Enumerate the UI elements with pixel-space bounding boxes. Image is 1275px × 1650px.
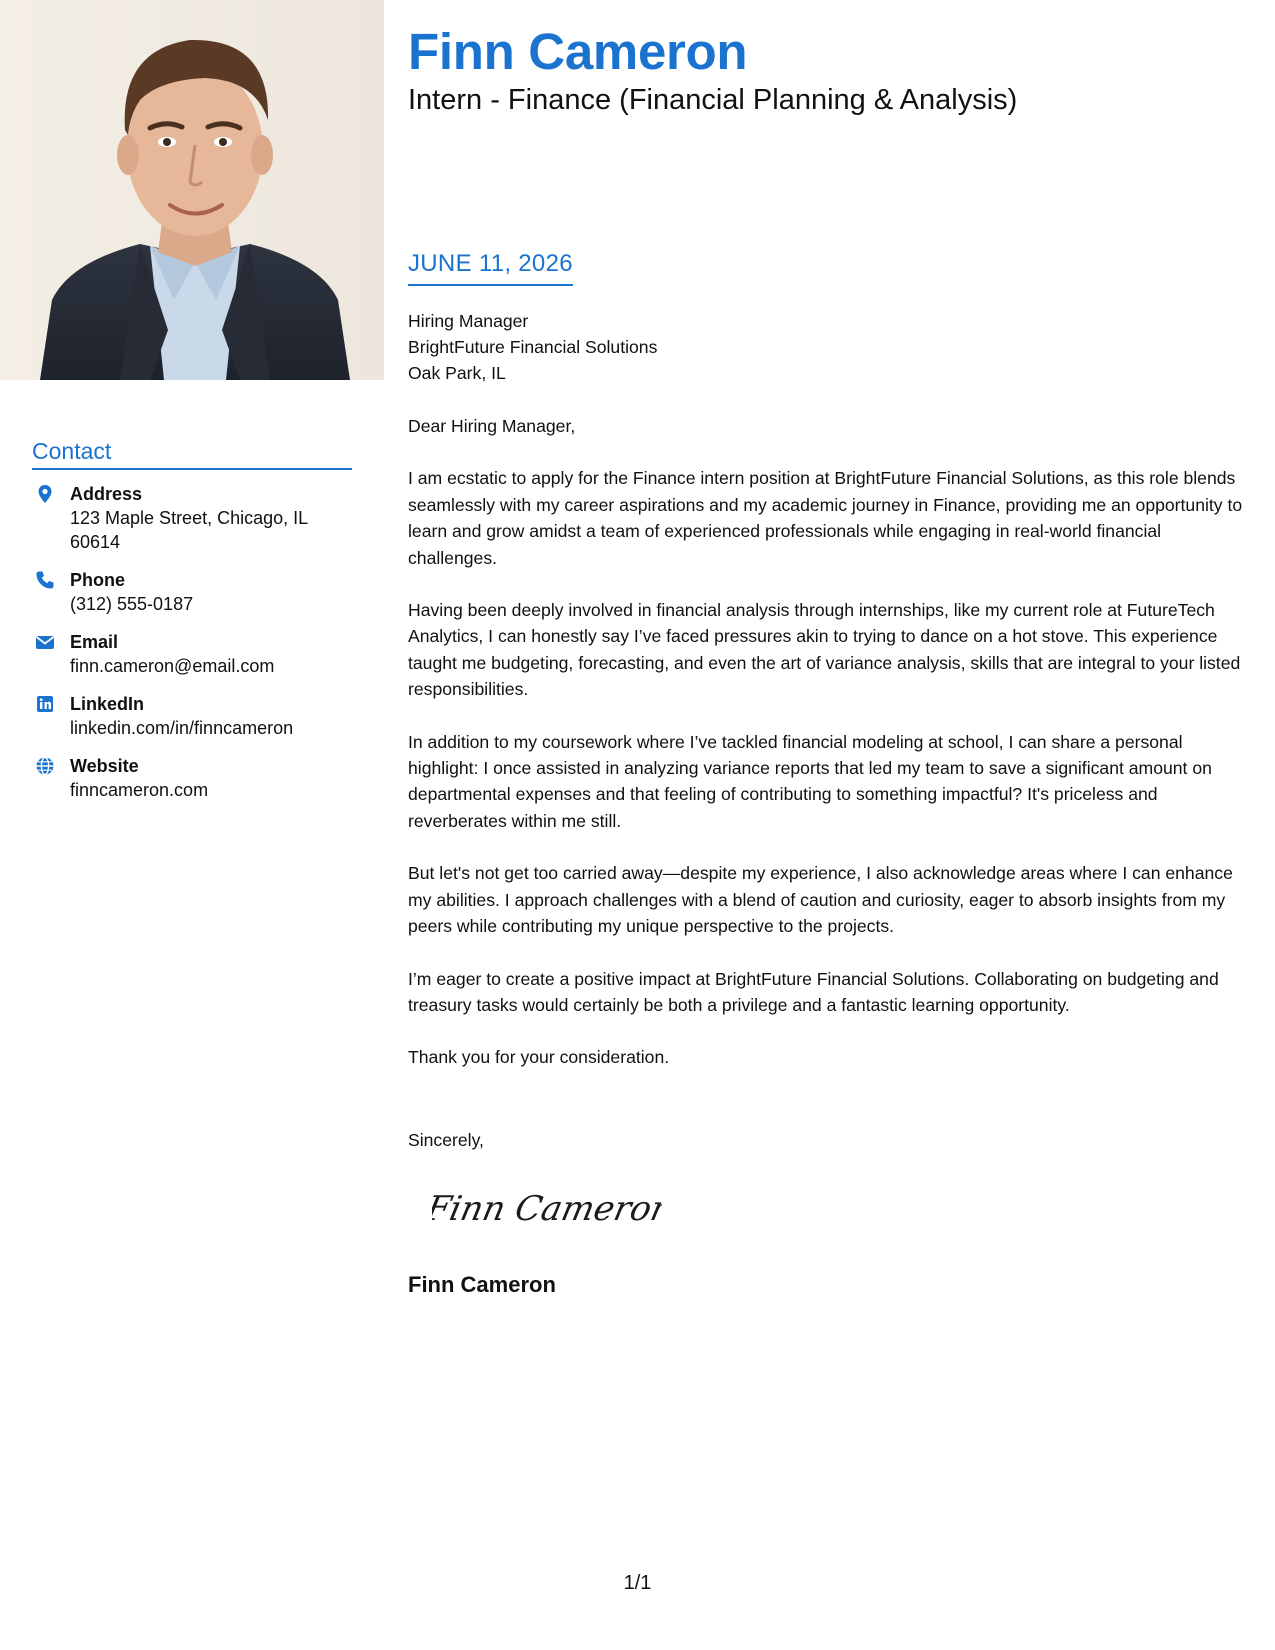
recipient-line: Oak Park, IL [408, 363, 506, 383]
recipient-line: Hiring Manager [408, 311, 529, 331]
contact-label: Email [70, 632, 119, 652]
contact-section [32, 438, 352, 816]
handwritten-signature [432, 1184, 662, 1239]
email-icon [35, 632, 55, 652]
letter-date: JUNE 11, 2026 [408, 250, 573, 286]
contact-label: Phone [70, 570, 126, 590]
contact-label: Website [70, 756, 139, 776]
contact-label: LinkedIn [70, 694, 145, 714]
phone-icon [35, 570, 55, 590]
contact-label: Address [70, 484, 143, 504]
address-value: 123 Maple Street, Chicago, IL 60614 [70, 508, 308, 552]
contact-item-website [32, 754, 352, 802]
globe-icon [35, 756, 55, 776]
job-title: Intern - Finance (Financial Planning & Analysis) [408, 84, 1018, 116]
signed-name: Finn Cameron [408, 1272, 556, 1297]
phone-value: (312) 555-0187 [70, 594, 194, 614]
letter-body [408, 308, 1248, 1071]
letter-paragraph: I’m eager to create a positive impact at BrightFuture Financial Solutions. Collaborating on budgeting and treasury tasks would certainly be both a privilege and a fantastic learning opportunity. [408, 968, 1219, 1015]
applicant-name: Finn Cameron [408, 23, 748, 80]
contact-item-email [32, 630, 352, 678]
contact-item-address [32, 482, 352, 554]
website-value[interactable]: finncameron.com [70, 780, 209, 800]
email-value[interactable]: finn.cameron@email.com [70, 656, 275, 676]
contact-item-linkedin [32, 692, 352, 740]
letter-paragraph: In addition to my coursework where I’ve tackled financial modeling at school, I can share a personal highlight: I once assisted in analyzing variance reports that led my team to save a significant amount on departmental expenses and that feeling of contributing to something impactful? It's priceless and reverberates within me still. [408, 731, 1212, 831]
letter-paragraph: I am ecstatic to apply for the Finance intern position at BrightFuture Financial Solutions, as this role blends seamlessly with my career aspirations and my academic journey in Finance, providing me an opportunity to learn and grow amidst a team of experienced professionals while engaging in real-world financial challenges. [408, 468, 1243, 568]
recipient-block [408, 308, 1248, 386]
letter-paragraph: But let's not get too carried away—despite my experience, I also acknowledge areas where I can enhance my abilities. I approach challenges with a blend of caution and curiosity, eager to absorb insights from my peers while contributing my unique perspective to the projects. [408, 863, 1233, 937]
svg-text:Finn Cameron: Finn Cameron [432, 1189, 662, 1229]
letter-paragraph: Having been deeply involved in financial analysis through internships, like my current role at FutureTech Analytics, I can honestly say I’ve faced pressures akin to trying to dance on a hot stove. This experience taught me budgeting, forecasting, and even the art of variance analysis, skills that are integral to your listed responsibilities. [408, 600, 1241, 700]
contact-heading: Contact [32, 438, 352, 470]
profile-photo [0, 0, 384, 380]
page-number: 1/1 [623, 1572, 652, 1594]
linkedin-value[interactable]: linkedin.com/in/finncameron [70, 718, 294, 738]
contact-item-phone [32, 568, 352, 616]
greeting: Dear Hiring Manager, [408, 416, 576, 436]
sign-off: Sincerely, [408, 1130, 484, 1150]
linkedin-icon [35, 694, 55, 714]
closing-line: Thank you for your consideration. [408, 1047, 670, 1068]
recipient-line: BrightFuture Financial Solutions [408, 337, 658, 357]
location-pin-icon [35, 484, 55, 504]
